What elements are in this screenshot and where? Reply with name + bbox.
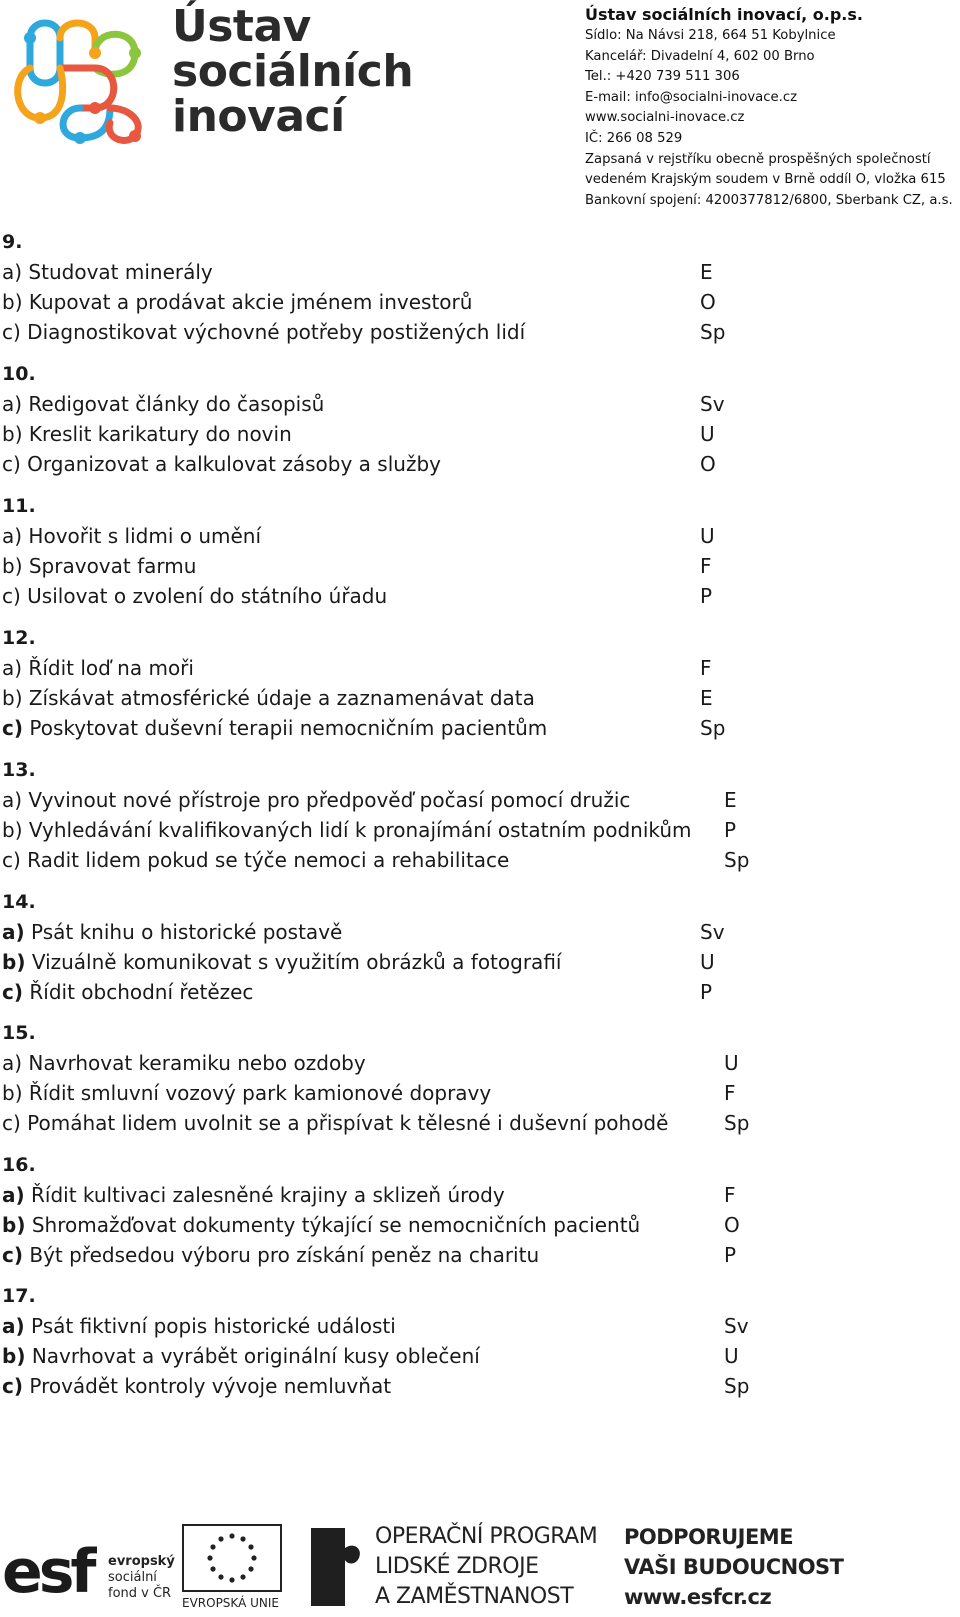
puzzle-icon [305,1524,365,1610]
answer-option [2,714,762,742]
option-code: F [724,1081,736,1105]
question-number: 16. [2,1154,36,1176]
option-code: Sv [700,920,725,944]
answer-option [2,390,762,418]
option-code: P [700,584,713,608]
organization-logo-icon [10,8,152,148]
question-number: 12. [2,627,36,649]
eu-stars-icon [184,1526,280,1590]
option-text: Provádět kontroly vývoje nemluvňat [29,1374,392,1398]
option-code: E [700,686,713,710]
option-letter: c) [2,1111,21,1135]
organization-name: Ústav sociálních inovací, o.p.s. [585,5,863,24]
org-phone: Tel.: +420 739 511 306 [585,69,740,85]
esf-line: sociální [108,1570,157,1585]
answer-option [2,522,762,550]
option-code: P [724,1243,737,1267]
question-number: 9. [2,231,23,253]
option-letter: a) [2,920,25,944]
slogan-line: PODPORUJEME [624,1525,794,1549]
logo-line: Ústav [172,1,311,52]
eu-logo [182,1524,282,1614]
question-number: 10. [2,363,36,385]
option-text: Radit lidem pokud se týče nemoci a rehabilitace [27,848,510,872]
op-lzz-logo [305,1522,605,1614]
answer-option [2,1241,762,1269]
answer-option [2,1312,762,1340]
option-text: Poskytovat duševní terapii nemocničním pacientům [29,716,548,740]
option-code: Sp [724,848,750,872]
op-line: OPERAČNÍ PROGRAM [375,1524,598,1549]
option-code: Sv [724,1314,749,1338]
option-letter: c) [2,716,23,740]
answer-option [2,978,762,1006]
option-text: Řídit obchodní řetězec [29,980,254,1004]
logo-line: sociálních [172,46,414,97]
op-lzz-text [375,1522,597,1612]
option-code: Sp [700,320,726,344]
option-letter: a) [2,1051,23,1075]
option-text: Studovat minerály [28,260,213,284]
answer-option [2,450,762,478]
option-code: E [700,260,713,284]
answer-option [2,288,762,316]
option-code: U [724,1344,739,1368]
option-text: Být předsedou výboru pro získání peněz na charitu [29,1243,540,1267]
answer-option [2,1342,762,1370]
footer-logos [0,1518,960,1617]
option-letter: c) [2,452,21,476]
option-code: Sv [700,392,725,416]
org-bank-line: Bankovní spojení: 4200377812/6800, Sberbank CZ, a.s. [585,192,953,208]
question-number: 15. [2,1022,36,1044]
option-letter: a) [2,392,23,416]
question-number: 14. [2,891,36,913]
question-number: 11. [2,495,36,517]
option-letter: a) [2,788,23,812]
answer-option [2,816,762,844]
option-code: Sp [700,716,726,740]
option-letter: c) [2,848,21,872]
option-code: F [700,554,712,578]
answer-option [2,948,762,976]
option-text: Shromažďovat dokumenty týkající se nemocničních pacientů [31,1213,641,1237]
option-text: Psát knihu o historické postavě [31,920,343,944]
esf-line: evropský [108,1554,175,1569]
option-letter: b) [2,422,23,446]
esf-logo [0,1524,175,1614]
option-letter: b) [2,818,23,842]
eu-flag-icon [182,1524,282,1592]
option-text: Organizovat a kalkulovat zásoby a služby [27,452,441,476]
answer-option [2,1049,762,1077]
answer-option [2,1079,762,1107]
answer-option [2,1181,762,1209]
option-letter: b) [2,1081,23,1105]
answer-option [2,684,762,712]
esf-logo-text: esf [2,1537,93,1607]
option-letter: b) [2,1344,26,1368]
option-code: F [700,656,712,680]
logo-line: inovací [172,91,345,142]
answer-option [2,582,762,610]
org-registry-line: Zapsaná v rejstříku obecně prospěšných společností [585,151,931,167]
org-id: IČ: 266 08 529 [585,130,683,146]
option-letter: a) [2,1314,25,1338]
option-letter: b) [2,1213,26,1237]
org-email: E-mail: info@socialni-inovace.cz [585,89,797,105]
option-text: Řídit smluvní vozový park kamionové dopravy [28,1081,492,1105]
option-code: P [724,818,737,842]
option-letter: c) [2,1374,23,1398]
option-letter: c) [2,980,23,1004]
support-slogan [624,1522,844,1612]
option-code: Sp [724,1111,750,1135]
answer-option [2,846,762,874]
option-letter: c) [2,584,21,608]
option-code: F [724,1183,736,1207]
option-text: Navrhovat a vyrábět originální kusy oblečení [31,1344,480,1368]
answer-option [2,258,762,286]
option-code: E [724,788,737,812]
option-letter: b) [2,290,23,314]
question-number: 17. [2,1285,36,1307]
option-text: Psát fiktivní popis historické události [31,1314,396,1338]
option-text: Redigovat články do časopisů [28,392,325,416]
answer-option [2,1109,762,1137]
option-text: Usilovat o zvolení do státního úřadu [27,584,388,608]
option-code: Sp [724,1374,750,1398]
option-text: Diagnostikovat výchovné potřeby postižených lidí [27,320,526,344]
option-letter: c) [2,1243,23,1267]
answer-option [2,918,762,946]
option-text: Řídit kultivaci zalesněné krajiny a sklizeň úrody [31,1183,505,1207]
option-text: Navrhovat keramiku nebo ozdoby [28,1051,366,1075]
answer-option [2,654,762,682]
answer-option [2,552,762,580]
option-letter: a) [2,260,23,284]
option-code: U [700,524,715,548]
option-text: Kreslit karikatury do novin [28,422,292,446]
option-text: Kupovat a prodávat akcie jménem investorů [28,290,473,314]
option-text: Pomáhat lidem uvolnit se a přispívat k tělesné i duševní pohodě [27,1111,669,1135]
answer-option [2,318,762,346]
option-text: Spravovat farmu [28,554,197,578]
option-letter: b) [2,950,26,974]
option-letter: c) [2,320,21,344]
org-address: Sídlo: Na Návsi 218, 664 51 Kobylnice [585,28,836,43]
eu-logo-label: EVROPSKÁ UNIE [182,1596,279,1610]
option-letter: a) [2,656,23,680]
option-text: Vyhledávání kvalifikovaných lidí k pronajímání ostatním podnikům [28,818,692,842]
option-code: U [724,1051,739,1075]
organization-contact-block [585,4,957,211]
esf-logo-caption [108,1554,175,1602]
option-text: Řídit loď na moři [28,656,194,680]
option-text: Vyvinout nové přístroje pro předpověď počasí pomocí družic [28,788,631,812]
option-text: Získávat atmosférické údaje a zaznamenávat data [28,686,535,710]
option-text: Vizuálně komunikovat s využitím obrázků a fotografií [31,950,562,974]
organization-logo-text [172,1,414,142]
option-code: O [700,452,716,476]
answer-option [2,1211,762,1239]
answer-option [2,420,762,448]
option-letter: b) [2,554,23,578]
question-number: 13. [2,759,36,781]
org-website: www.socialni-inovace.cz [585,110,745,126]
slogan-line: VAŠI BUDOUCNOST [624,1555,844,1579]
op-line: LIDSKÉ ZDROJE [375,1554,539,1579]
option-letter: b) [2,686,23,710]
option-code: O [724,1213,740,1237]
org-office: Kancelář: Divadelní 4, 602 00 Brno [585,48,815,64]
esf-line: fond v ČR [108,1586,172,1601]
option-code: U [700,422,715,446]
esfcr-link[interactable]: www.esfcr.cz [624,1585,772,1609]
option-text: Hovořit s lidmi o umění [28,524,262,548]
option-letter: a) [2,524,23,548]
op-line: A ZAMĚSTNANOST [375,1584,574,1609]
option-code: O [700,290,716,314]
org-court-line: vedeném Krajským soudem v Brně oddíl O, vložka 615 [585,172,946,188]
option-code: U [700,950,715,974]
answer-option [2,1372,762,1400]
option-code: P [700,980,713,1004]
option-letter: a) [2,1183,25,1207]
answer-option [2,786,762,814]
